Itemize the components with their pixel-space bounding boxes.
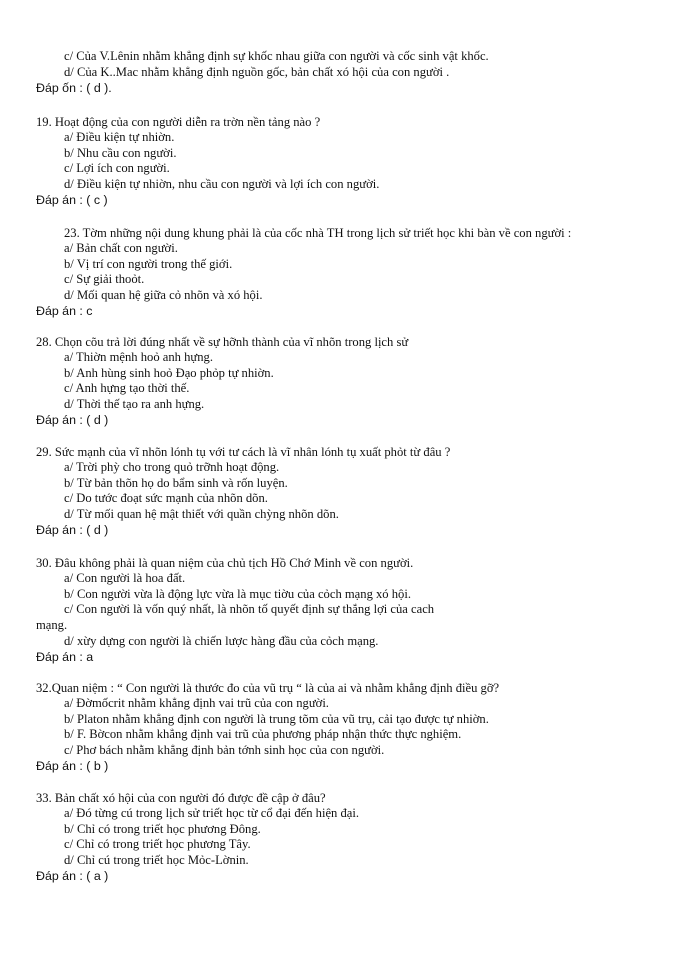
option-d: d/ Điều kiện tự nhiờn, nhu cầu con người và lợi ích con người. xyxy=(64,177,380,191)
option-b: b/ Platon nhằm khẳng định con người là trung tõm của vũ trụ, cải tạo được tự nhiờn. xyxy=(64,712,489,726)
option-c-wrap: mạng. xyxy=(36,618,68,632)
option-c: c/ Anh hựng tạo thời thế. xyxy=(64,381,190,395)
option-d: d/ Mối quan hệ giữa cỏ nhõn và xó hội. xyxy=(64,288,263,302)
option-b: b/ Chỉ có trong triết học phương Đông. xyxy=(64,822,261,836)
question-19: 19. Hoạt động của con người diễn ra trờn nền tảng nào ? xyxy=(36,115,321,129)
option-c: c/ Phơ bách nhằm khẳng định bản tớnh sinh học của con người. xyxy=(64,743,385,757)
option-d: d/ Từ mối quan hệ mật thiết với quần chỳng nhõn dõn. xyxy=(64,507,339,521)
option-a: a/ Trời phỳ cho trong quỏ trỡnh hoạt động. xyxy=(64,460,280,474)
option-b: b/ Anh hùng sinh hoỏ Đạo phỏp tự nhiờn. xyxy=(64,366,274,380)
option-d: d/ Chỉ cú trong triết học Mỏc-Lờnin. xyxy=(64,853,249,867)
option-d: d/ Của K..Mac nhằm khẳng định nguồn gốc, bản chất xó hội của con người . xyxy=(64,65,450,79)
option-a: a/ Đó từng cú trong lịch sử triết học từ cổ đại đến hiện đại. xyxy=(64,806,360,820)
option-b: b/ Từ bản thõn họ do bẩm sinh và rốn luyện. xyxy=(64,476,288,490)
option-a: a/ Bản chất con người. xyxy=(64,241,178,255)
option-a: a/ Đờmốcrit nhằm khẳng định vai trũ của con người. xyxy=(64,696,329,710)
question-30: 30. Đâu không phải là quan niệm của chủ tịch Hồ Chớ Minh về con người. xyxy=(36,556,414,570)
question-29: 29. Sức mạnh của vĩ nhõn lónh tụ với tư cách là vĩ nhân lónh tụ xuất phỏt từ đâu ? xyxy=(36,445,451,459)
option-b: b/ Vị trí con người trong thế giới. xyxy=(64,257,233,271)
option-d: d/ xừy dựng con người là chiến lược hàng đầu của cỏch mạng. xyxy=(64,634,379,648)
answer-line: Đáp án : ( d ) xyxy=(36,413,109,427)
question-32: 32.Quan niệm : “ Con người là thước đo của vũ trụ “ là của ai và nhằm khẳng định điều gỡ? xyxy=(36,681,500,695)
option-b: b/ Nhu cầu con người. xyxy=(64,146,177,160)
answer-line: Đáp án : ( b ) xyxy=(36,759,109,773)
answer-line: Đáp án : ( c ) xyxy=(36,193,108,207)
option-c: c/ Do tước đoạt sức mạnh của nhõn dõn. xyxy=(64,491,268,505)
answer-line: Đáp án : ( a ) xyxy=(36,869,109,883)
option-b: b/ Con người vừa là động lực vừa là mục tiờu của cỏch mạng xó hội. xyxy=(64,587,411,601)
option-b-alt: b/ F. Bờcon nhằm khẳng định vai trũ của phương pháp nhận thức thực nghiệm. xyxy=(64,727,462,741)
option-a: a/ Điều kiện tự nhiờn. xyxy=(64,130,175,144)
answer-line: Đáp án : c xyxy=(36,304,93,318)
answer-line: Đáp án : ( d ) xyxy=(36,523,109,537)
option-a: a/ Con người là hoa đất. xyxy=(64,571,186,585)
question-28: 28. Chọn cõu trả lời đúng nhất về sự hỡnh thành của vĩ nhõn trong lịch sử xyxy=(36,335,409,349)
question-33: 33. Bản chất xó hội của con người đó được đề cập ở đâu? xyxy=(36,791,326,805)
option-a: a/ Thiờn mệnh hoỏ anh hựng. xyxy=(64,350,213,364)
answer-line: Đáp ốn : ( d ). xyxy=(36,81,112,95)
option-c: c/ Con người là vốn quý nhất, là nhõn tố quyết định sự thắng lợi của cach xyxy=(64,602,435,616)
option-c: c/ Của V.Lênin nhằm khẳng định sự khốc nhau giữa con người và cốc sinh vật khốc. xyxy=(64,49,489,63)
option-c: c/ Chỉ có trong triết học phương Tây. xyxy=(64,837,251,851)
option-d: d/ Thời thế tạo ra anh hựng. xyxy=(64,397,205,411)
option-c: c/ Lợi ích con người. xyxy=(64,161,170,175)
question-23: 23. Tờm những nội dung khung phải là của cốc nhà TH trong lịch sử triết học khi bàn về con người : xyxy=(64,226,572,240)
option-c: c/ Sự giải thoỏt. xyxy=(64,272,145,286)
answer-line: Đáp án : a xyxy=(36,650,94,664)
